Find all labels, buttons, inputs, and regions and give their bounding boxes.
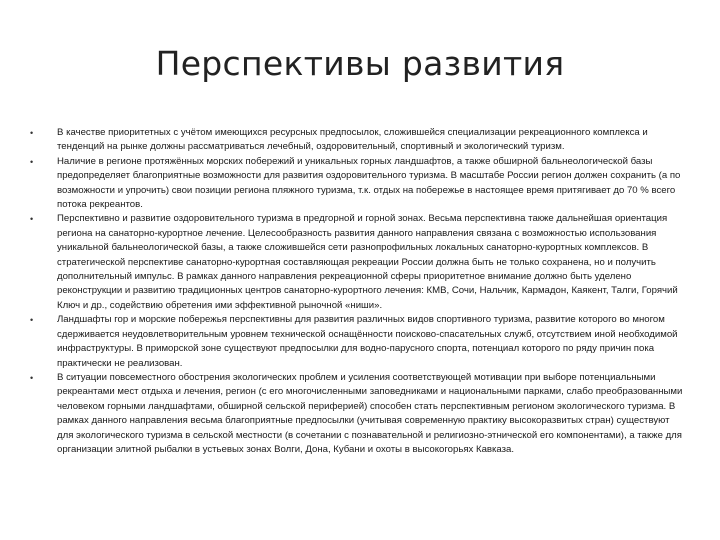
bullet-item bbox=[26, 212, 686, 313]
bullet-icon: • bbox=[30, 214, 34, 225]
bullet-text: Ландшафты гор и морские побережья перспективны для развития различных видов спортивного туризма, развитие которого во многом сдерживается неудовлетворительным уровнем технической оснащённости поисково-спасательных служб, отсутствием иной необходимой инфраструктуры. В приморской зоне существуют предпосылки для водно-парусного спорта, потенциал которого по ряду причин пока практически не реализован. bbox=[57, 314, 678, 369]
bullet-text: Перспективно и развитие оздоровительного туризма в предгорной и горной зонах. Весьма перспективна также дальнейшая ориентация региона на санаторно-курортное лечение. Целесообразность развития данного направления связана с возможностью использования уникальной бальнеологической базы, а также сложившейся сети разнопрофильных локальных санаторно-курортных комплексов. В стратегической перспективе санаторно-курортная составляющая рекреации России должна быть не только сохранена, но и получить дополнительный импульс. В рамках данного направления рекреационной сферы приоритетное внимание должно быть уделено реконструкции и развитию традиционных центров санаторно-курортного лечения: КМВ, Сочи, Нальчик, Кармадон, Каякент, Талги, Горячий Ключ и др., содействию обретения ими эффективной рыночной «ниши». bbox=[57, 213, 678, 311]
bullet-list bbox=[26, 126, 686, 457]
bullet-icon: • bbox=[30, 156, 34, 167]
bullet-item bbox=[26, 126, 686, 155]
bullet-text: В качестве приоритетных с учётом имеющихся ресурсных предпосылок, сложившейся специализации рекреационного комплекса и тенденций на рынке должны рассматриваться лечебный, оздоровительный, спортивный и экологический туризм. bbox=[57, 127, 648, 153]
bullet-text: Наличие в регионе протяжённых морских побережий и уникальных горных ландшафтов, а также обширной бальнеологической базы предопределяет благоприятные возможности для развития оздоровительного туризма. В масштабе России регион должен сохранить (а по возможности и упрочить) свои позиции региона пляжного туризма, т.к. отдых на побережье в настоящее время притягивает до 70 % всего потока рекреантов. bbox=[57, 155, 681, 211]
bullet-icon: • bbox=[30, 128, 34, 138]
bullet-item bbox=[26, 371, 686, 457]
bullet-item bbox=[26, 155, 686, 213]
slide-title: Перспективы развития bbox=[155, 44, 565, 83]
bullet-icon: • bbox=[30, 372, 34, 383]
bullet-icon: • bbox=[30, 315, 34, 326]
bullet-item bbox=[26, 313, 686, 371]
bullet-text: В ситуации повсеместного обострения экологических проблем и усиления соответствующей мотивации при выборе потенциальными рекреантами мест отдыха и лечения, регион (с его многочисленными заповедниками и национальными парками, слабо преобразованными человеком горными ландшафтами, обширной сельской периферией) способен стать перспективным регионом экологического туризма. В рамках данного направления весьма благоприятные предпосылки (учитывая современную практику высокоразвитых стран) существуют для экологического туризма в сельской местности (в сочетании с познавательной и религиозно-этнической его компонентами), а также для организации элитной рыбалки в устьевых зонах Волги, Дона, Кубани и охоты в высокогорьях Кавказа. bbox=[57, 371, 683, 455]
